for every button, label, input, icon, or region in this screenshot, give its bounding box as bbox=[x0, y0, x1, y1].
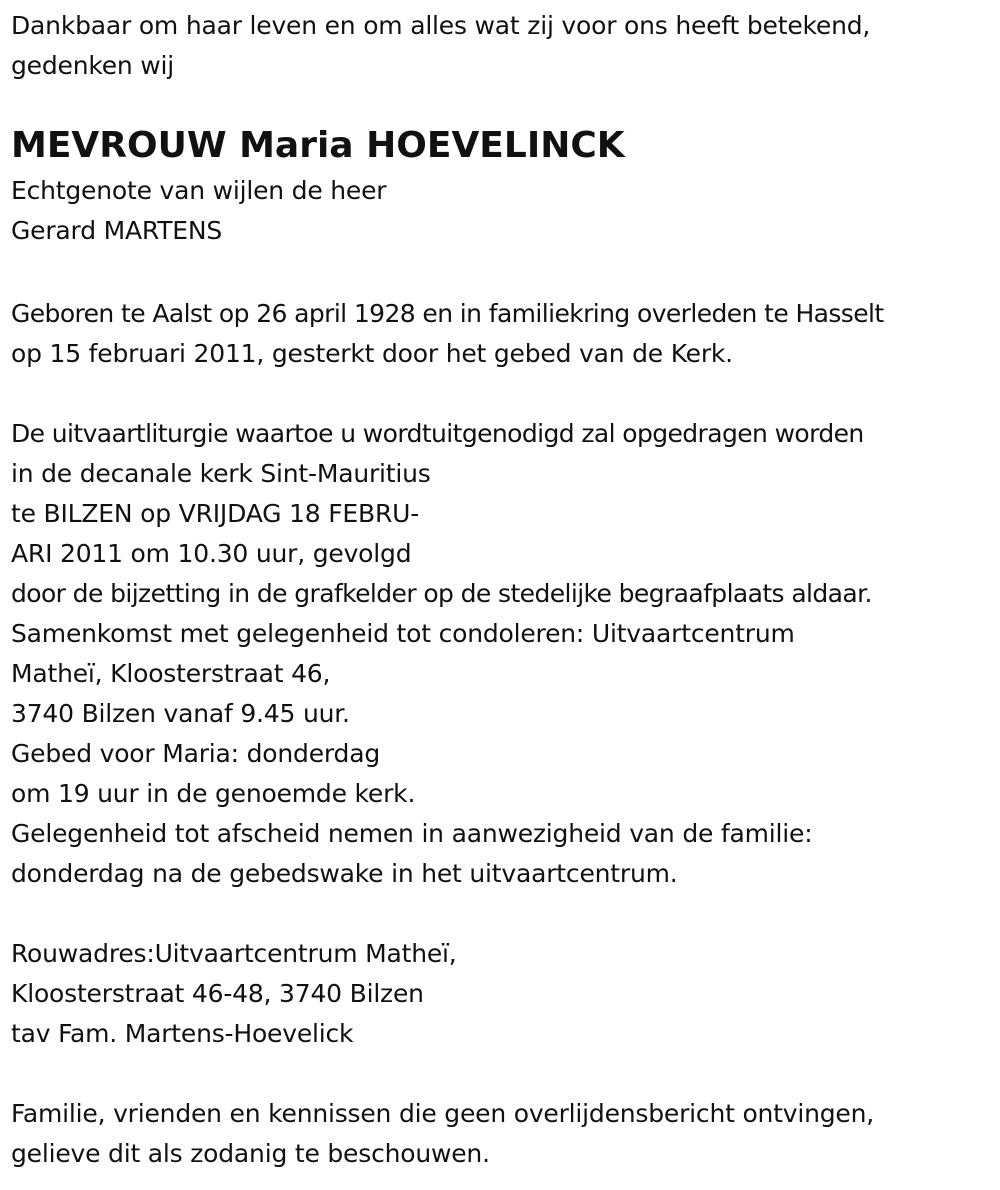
service-line: De uitvaartliturgie waartoe u wordtuitgenodigd zal opgedragen worden bbox=[11, 419, 864, 448]
address-line: tav Fam. Martens-Hoevelick bbox=[11, 1019, 354, 1048]
service-line: Gebed voor Maria: donderdag bbox=[11, 739, 380, 768]
service-line: Samenkomst met gelegenheid tot condoleren: Uitvaartcentrum bbox=[11, 619, 795, 648]
funeral-service-text bbox=[11, 414, 872, 894]
service-line: Gelegenheid tot afscheid nemen in aanwezigheid van de familie: bbox=[11, 819, 813, 848]
closing-line: gelieve dit als zodanig te beschouwen. bbox=[11, 1139, 490, 1168]
deceased-block bbox=[11, 121, 625, 251]
service-line: Matheï, Kloosterstraat 46, bbox=[11, 659, 331, 688]
birth-death-text bbox=[11, 294, 884, 374]
service-line: donderdag na de gebedswake in het uitvaartcentrum. bbox=[11, 859, 678, 888]
mourning-address bbox=[11, 934, 457, 1054]
birth-death-line: Geboren te Aalst op 26 april 1928 en in familiekring overleden te Hasselt bbox=[11, 299, 884, 328]
service-line: ARI 2011 om 10.30 uur, gevolgd bbox=[11, 539, 412, 568]
spouse-line: Gerard MARTENS bbox=[11, 216, 223, 245]
address-line: Kloosterstraat 46-48, 3740 Bilzen bbox=[11, 979, 424, 1008]
service-line: in de decanale kerk Sint-Mauritius bbox=[11, 459, 431, 488]
service-line: te BILZEN op VRIJDAG 18 FEBRU- bbox=[11, 499, 420, 528]
service-line: 3740 Bilzen vanaf 9.45 uur. bbox=[11, 699, 350, 728]
intro-text bbox=[11, 6, 870, 86]
intro-line: gedenken wij bbox=[11, 51, 175, 80]
address-line: Rouwadres:Uitvaartcentrum Matheï, bbox=[11, 939, 457, 968]
deceased-name: MEVROUW Maria HOEVELINCK bbox=[11, 125, 625, 166]
intro-line: Dankbaar om haar leven en om alles wat zij voor ons heeft betekend, bbox=[11, 11, 871, 40]
service-line: om 19 uur in de genoemde kerk. bbox=[11, 779, 416, 808]
birth-death-line: op 15 februari 2011, gesterkt door het gebed van de Kerk. bbox=[11, 339, 733, 368]
service-line: door de bijzetting in de grafkelder op de stedelijke begraafplaats aldaar. bbox=[11, 579, 872, 608]
closing-text bbox=[11, 1094, 874, 1174]
spouse-line: Echtgenote van wijlen de heer bbox=[11, 176, 387, 205]
closing-line: Familie, vrienden en kennissen die geen overlijdensbericht ontvingen, bbox=[11, 1099, 875, 1128]
